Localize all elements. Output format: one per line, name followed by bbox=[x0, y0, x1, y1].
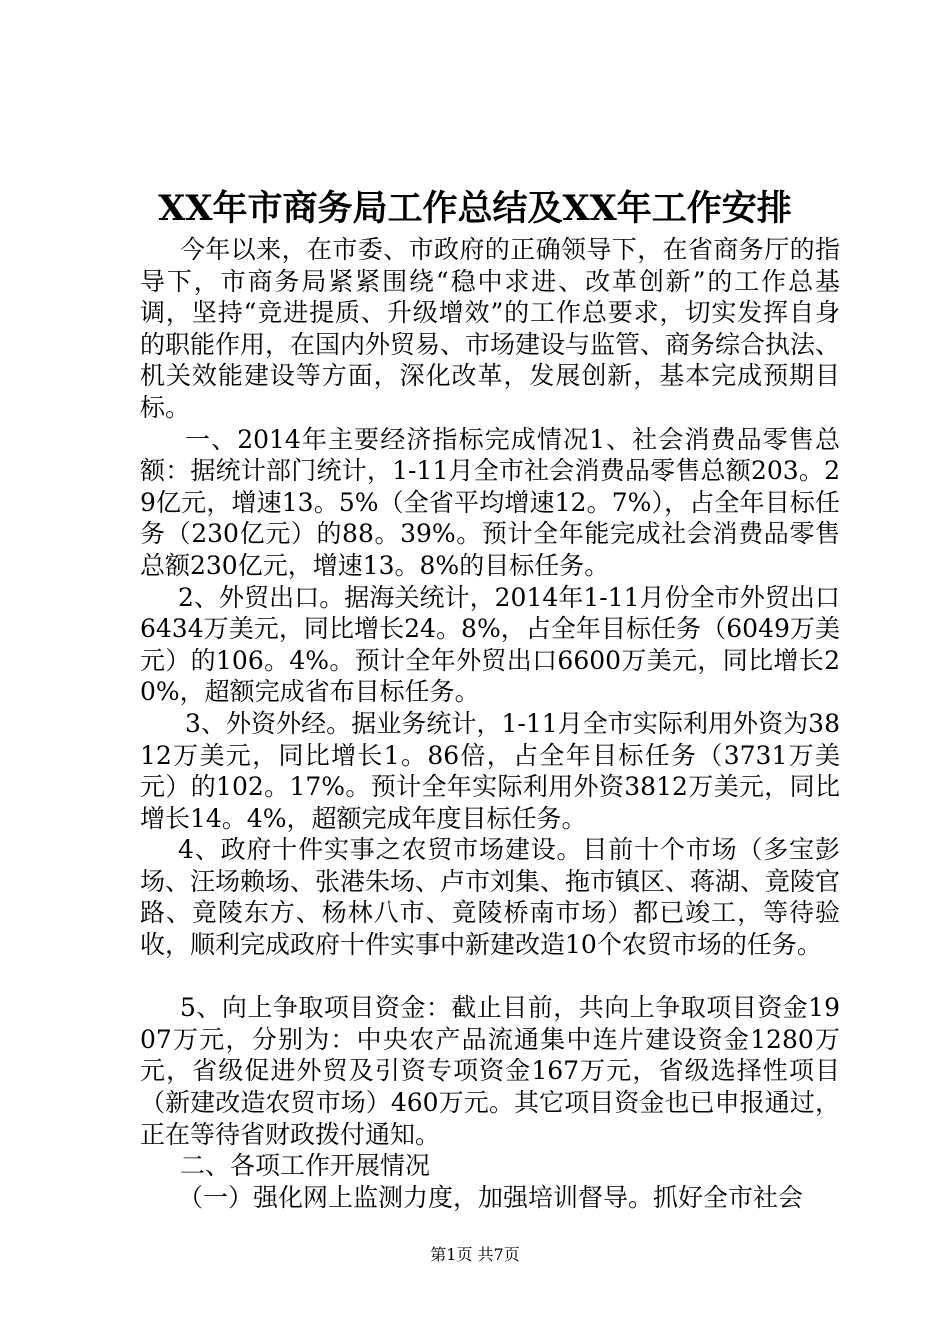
page-footer: 第1页 共7页 bbox=[430, 1245, 520, 1264]
paragraph-section-1: 一、2014年主要经济指标完成情况1、社会消费品零售总额：据统计部门统计，1-11月全市社会消费品零售总额203。29亿元，增速13。5%（全省平均增速12。7%），占全年目标任务（230亿元）的88。39%。预计全年能完成社会消费品零售总额230亿元，增速13。8%的目标任务。 bbox=[140, 424, 840, 580]
paragraph-intro: 今年以来，在市委、市政府的正确领导下，在省商务厅的指导下，市商务局紧紧围绕“稳中求进、改革创新”的工作总基调，坚持“竞进提质、升级增效”的工作总要求，切实发挥自身的职能作用，在国内外贸易、市场建设与监管、商务综合执法、机关效能建设等方面，深化改革，发展创新，基本完成预期目标。 bbox=[140, 235, 841, 422]
paragraph-market-construction: 4、政府十件实事之农贸市场建设。目前十个市场（多宝彭场、汪场赖场、张港朱场、卢市刘集、拖市镇区、蒋湖、竟陵官路、竟陵东方、杨林八市、竟陵桥南市场）都已竣工，等待验收，顺利完成政府十件实事中新建改造10个农贸市场的任务。 bbox=[140, 835, 841, 960]
paragraph-monitoring: （一）强化网上监测力度，加强培训督导。抓好全市社会 bbox=[178, 1182, 804, 1212]
section-heading-work: 二、各项工作开展情况 bbox=[180, 1151, 431, 1181]
document-body bbox=[140, 234, 840, 1213]
document-title: XX年市商务局工作总结及XX年工作安排 bbox=[158, 188, 792, 229]
paragraph-foreign-investment: 3、外资外经。据业务统计，1-11月全市实际利用外资为3812万美元，同比增长1。86倍，占全年目标任务（3731万美元）的102。17%。预计全年实际利用外资3812万美元，同比增长14。4%，超额完成年度目标任务。 bbox=[140, 708, 840, 833]
paragraph-gap bbox=[140, 961, 840, 993]
paragraph-foreign-trade: 2、外贸出口。据海关统计，2014年1-11月份全市外贸出口6434万美元，同比增长24。8%，占全年目标任务（6049万美元）的106。4%。预计全年外贸出口6600万美元，同比增长20%，超额完成省布目标任务。 bbox=[140, 582, 840, 707]
paragraph-project-funds: 5、向上争取项目资金：截止目前，共向上争取项目资金1907万元，分别为：中央农产品流通集中连片建设资金1280万元，省级促进外贸及引资专项资金167万元，省级选择性项目（新建改造农贸市场）460万元。其它项目资金也已申报通过，正在等待省财政拨付通知。 bbox=[140, 993, 840, 1149]
